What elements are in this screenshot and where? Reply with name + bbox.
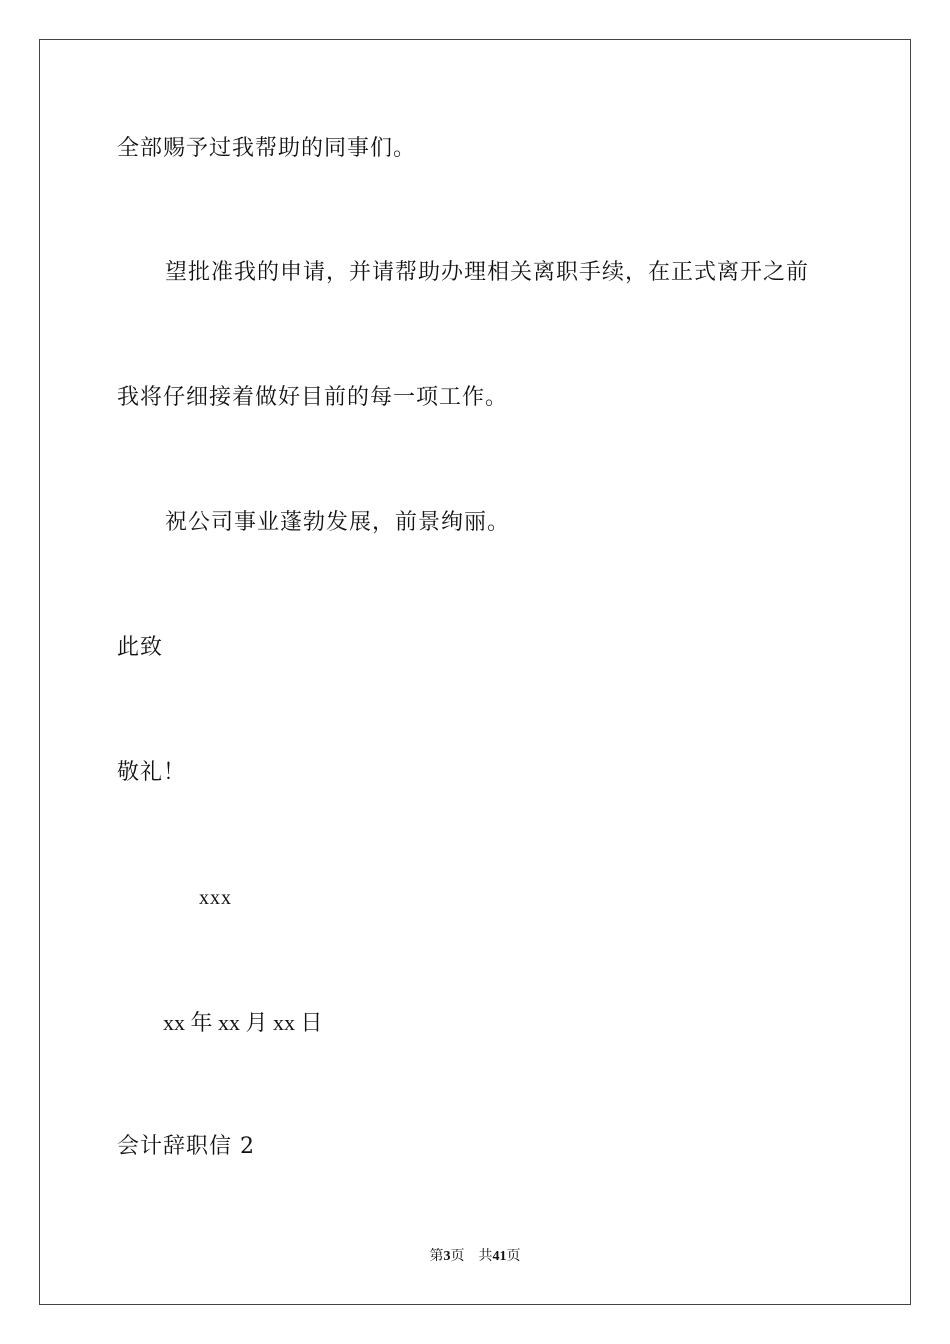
footer-total-prefix: 共	[478, 1249, 493, 1264]
body-line-1: 全部赐予过我帮助的同事们。	[117, 136, 417, 161]
footer-prefix: 第	[429, 1249, 444, 1264]
body-line-4: 祝公司事业蓬勃发展，前景绚丽。	[165, 510, 511, 535]
section-heading: 会计辞职信 2	[117, 1134, 255, 1159]
footer-total-suffix: 页	[506, 1249, 521, 1264]
closing-line: 敬礼！	[117, 760, 187, 785]
signature-name: xxx	[199, 887, 232, 909]
footer-page-suffix: 页	[450, 1249, 465, 1264]
body-line-3: 我将仔细接着做好目前的每一项工作。	[117, 385, 509, 410]
page-frame	[39, 39, 911, 1305]
body-line-2: 望批准我的申请，并请帮助办理相关离职手续，在正式离开之前	[165, 260, 810, 285]
salutation-line: 此致	[117, 635, 164, 660]
signature-date: xx 年 xx 月 xx 日	[163, 1010, 323, 1035]
footer-total-pages: 41	[492, 1249, 507, 1264]
footer-page-number: 3	[443, 1249, 451, 1264]
page-footer	[0, 1247, 950, 1267]
